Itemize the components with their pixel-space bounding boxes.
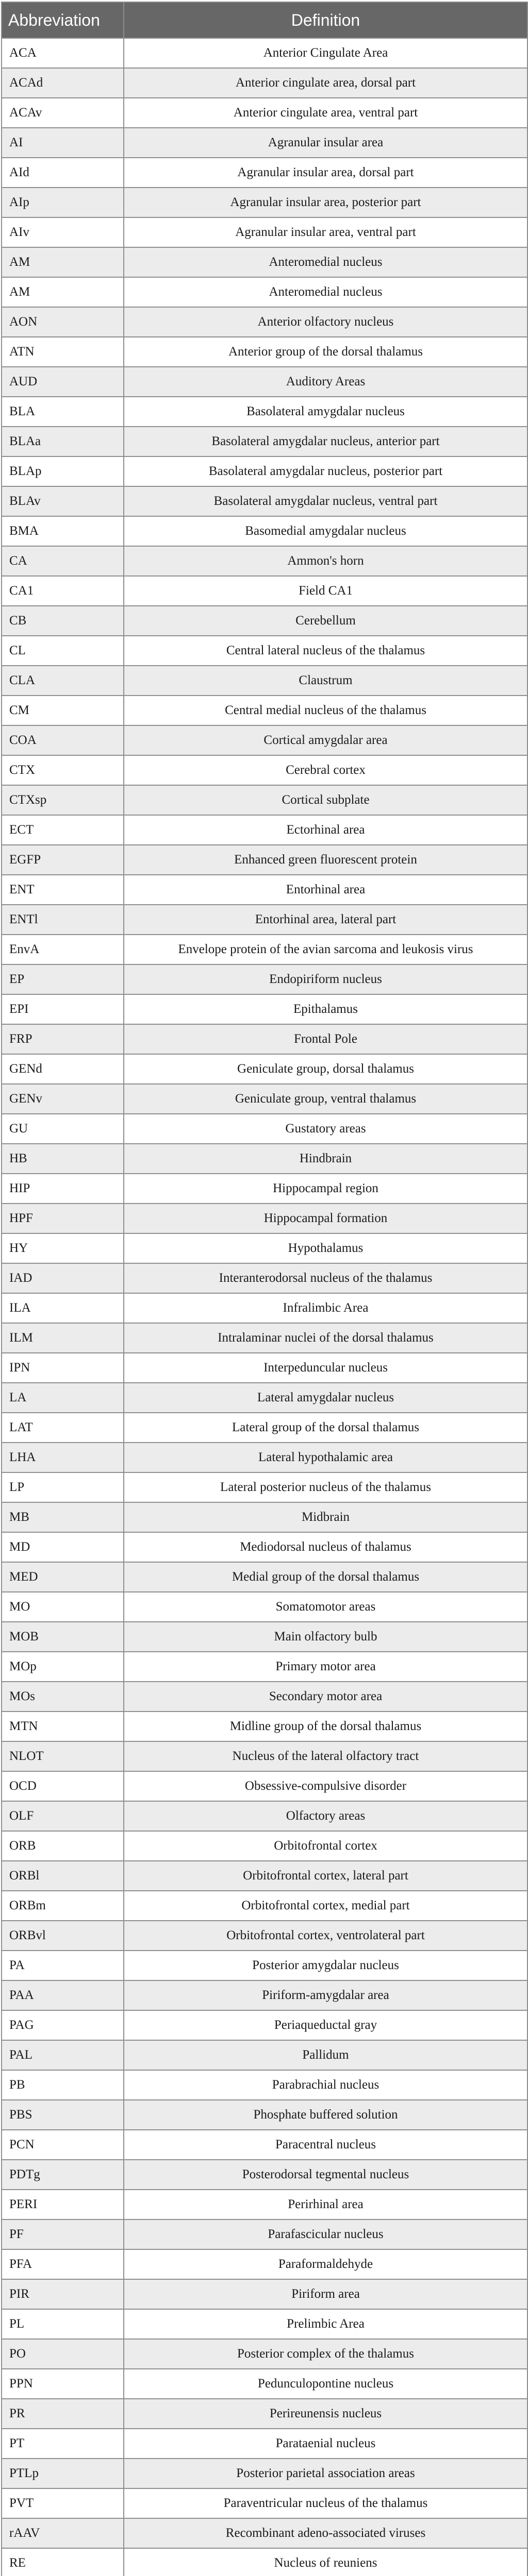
- abbreviation-cell: GENd: [2, 1054, 124, 1084]
- table-row: [2, 337, 527, 367]
- table-row: [2, 2219, 527, 2249]
- table-row: [2, 1951, 527, 1980]
- abbreviation-cell: PB: [2, 2070, 124, 2100]
- definition-cell: Intralaminar nuclei of the dorsal thalamus: [124, 1323, 527, 1353]
- abbreviation-cell: AM: [2, 247, 124, 277]
- table-row: [2, 1891, 527, 1921]
- abbreviation-cell: HY: [2, 1233, 124, 1263]
- table-row: [2, 2190, 527, 2219]
- abbreviation-cell: PCN: [2, 2130, 124, 2160]
- definition-cell: Anterior cingulate area, ventral part: [124, 98, 527, 128]
- table-row: [2, 427, 527, 456]
- table-row: [2, 1323, 527, 1353]
- definition-cell: Nucleus of the lateral olfactory tract: [124, 1741, 527, 1771]
- definition-cell: Parabrachial nucleus: [124, 2070, 527, 2100]
- definition-cell: Mediodorsal nucleus of thalamus: [124, 1532, 527, 1562]
- definition-cell: Entorhinal area, lateral part: [124, 905, 527, 935]
- abbreviation-cell: PPN: [2, 2369, 124, 2399]
- definition-cell: Medial group of the dorsal thalamus: [124, 1562, 527, 1592]
- definition-cell: Epithalamus: [124, 994, 527, 1024]
- table-row: [2, 128, 527, 158]
- table-row: [2, 1771, 527, 1801]
- abbreviation-cell: ILM: [2, 1323, 124, 1353]
- definition-cell: Periaqueductal gray: [124, 2010, 527, 2040]
- abbreviation-cell: PA: [2, 1951, 124, 1980]
- abbreviation-cell: PIR: [2, 2279, 124, 2309]
- abbreviation-cell: PVT: [2, 2488, 124, 2518]
- abbreviation-cell: HB: [2, 1144, 124, 1174]
- definition-cell: Orbitofrontal cortex, ventrolateral part: [124, 1921, 527, 1951]
- abbreviation-cell: RE: [2, 2548, 124, 2576]
- definition-cell: Envelope protein of the avian sarcoma and leukosis virus: [124, 935, 527, 964]
- table-header: [2, 2, 527, 38]
- definition-cell: Piriform-amygdalar area: [124, 1980, 527, 2010]
- definition-cell: Paraformaldehyde: [124, 2249, 527, 2279]
- abbreviation-cell: ORBl: [2, 1861, 124, 1891]
- abbreviation-cell: AM: [2, 277, 124, 307]
- definition-cell: Anteromedial nucleus: [124, 247, 527, 277]
- definition-cell: Perirhinal area: [124, 2190, 527, 2219]
- definition-cell: Anterior olfactory nucleus: [124, 307, 527, 337]
- abbreviation-cell: BLA: [2, 397, 124, 427]
- abbreviation-cell: CA1: [2, 576, 124, 606]
- definition-cell: Parataenial nucleus: [124, 2429, 527, 2459]
- definition-cell: Enhanced green fluorescent protein: [124, 845, 527, 875]
- definition-cell: Frontal Pole: [124, 1024, 527, 1054]
- table-row: [2, 875, 527, 905]
- definition-cell: Midline group of the dorsal thalamus: [124, 1711, 527, 1741]
- table-row: [2, 1174, 527, 1204]
- definition-cell: Paracentral nucleus: [124, 2130, 527, 2160]
- definition-cell: Obsessive-compulsive disorder: [124, 1771, 527, 1801]
- table-row: [2, 2130, 527, 2160]
- definition-cell: Hippocampal region: [124, 1174, 527, 1204]
- table-row: [2, 576, 527, 606]
- table-row: [2, 2429, 527, 2459]
- abbreviation-cell: PF: [2, 2219, 124, 2249]
- header-abbreviation: Abbreviation: [2, 2, 124, 38]
- table-row: [2, 1263, 527, 1293]
- abbreviation-cell: OLF: [2, 1801, 124, 1831]
- table-row: [2, 1861, 527, 1891]
- definition-cell: Lateral amygdalar nucleus: [124, 1383, 527, 1413]
- table-row: [2, 1622, 527, 1652]
- abbreviation-cell: ORBm: [2, 1891, 124, 1921]
- table-row: [2, 2339, 527, 2369]
- abbreviation-cell: LAT: [2, 1413, 124, 1443]
- abbreviation-cell: PERI: [2, 2190, 124, 2219]
- table-row: [2, 636, 527, 666]
- abbreviation-cell: PBS: [2, 2100, 124, 2130]
- table-row: [2, 2040, 527, 2070]
- abbreviation-cell: LA: [2, 1383, 124, 1413]
- definition-cell: Somatomotor areas: [124, 1592, 527, 1622]
- definition-cell: Central lateral nucleus of the thalamus: [124, 636, 527, 666]
- table-row: [2, 1831, 527, 1861]
- definition-cell: Agranular insular area, posterior part: [124, 188, 527, 217]
- definition-cell: Infralimbic Area: [124, 1293, 527, 1323]
- definition-cell: Agranular insular area, dorsal part: [124, 158, 527, 188]
- definition-cell: Nucleus of reuniens: [124, 2548, 527, 2576]
- definition-cell: Ectorhinal area: [124, 815, 527, 845]
- table-row: [2, 1413, 527, 1443]
- definition-cell: Posterior amygdalar nucleus: [124, 1951, 527, 1980]
- table-row: [2, 158, 527, 188]
- definition-cell: Lateral posterior nucleus of the thalamus: [124, 1472, 527, 1502]
- table-row: [2, 1114, 527, 1144]
- abbreviation-cell: MOB: [2, 1622, 124, 1652]
- table-row: [2, 2548, 527, 2576]
- table-row: [2, 845, 527, 875]
- definition-cell: Hindbrain: [124, 1144, 527, 1174]
- table-row: [2, 247, 527, 277]
- table-row: [2, 725, 527, 755]
- table-row: [2, 456, 527, 486]
- table-row: [2, 696, 527, 725]
- definition-cell: Agranular insular area: [124, 128, 527, 158]
- definition-cell: Prelimbic Area: [124, 2309, 527, 2339]
- table-row: [2, 188, 527, 217]
- table-row: [2, 1443, 527, 1472]
- definition-cell: Secondary motor area: [124, 1682, 527, 1711]
- abbreviation-cell: GU: [2, 1114, 124, 1144]
- abbreviation-cell: ORBvl: [2, 1921, 124, 1951]
- abbreviation-cell: AUD: [2, 367, 124, 397]
- definition-cell: Interpeduncular nucleus: [124, 1353, 527, 1383]
- abbreviation-cell: PDTg: [2, 2160, 124, 2190]
- definition-cell: Posterior parietal association areas: [124, 2459, 527, 2488]
- abbreviation-cell: IPN: [2, 1353, 124, 1383]
- abbreviation-cell: PL: [2, 2309, 124, 2339]
- abbreviation-cell: rAAV: [2, 2518, 124, 2548]
- abbreviation-cell: BLAp: [2, 456, 124, 486]
- table-row: [2, 367, 527, 397]
- table-row: [2, 98, 527, 128]
- definition-cell: Hypothalamus: [124, 1233, 527, 1263]
- table-row: [2, 1293, 527, 1323]
- abbreviation-cell: FRP: [2, 1024, 124, 1054]
- abbreviation-cell: LHA: [2, 1443, 124, 1472]
- definition-cell: Lateral group of the dorsal thalamus: [124, 1413, 527, 1443]
- table-row: [2, 397, 527, 427]
- definition-cell: Pedunculopontine nucleus: [124, 2369, 527, 2399]
- abbreviation-cell: CTX: [2, 755, 124, 785]
- table-row: [2, 1024, 527, 1054]
- definition-cell: Anterior group of the dorsal thalamus: [124, 337, 527, 367]
- table-row: [2, 1144, 527, 1174]
- definition-cell: Endopiriform nucleus: [124, 964, 527, 994]
- table-row: [2, 1383, 527, 1413]
- abbreviation-cell: ENT: [2, 875, 124, 905]
- definition-cell: Cerebellum: [124, 606, 527, 636]
- abbreviation-cell: MOs: [2, 1682, 124, 1711]
- table-row: [2, 1980, 527, 2010]
- table-row: [2, 1472, 527, 1502]
- abbreviation-cell: AI: [2, 128, 124, 158]
- table-row: [2, 2369, 527, 2399]
- table-row: [2, 2100, 527, 2130]
- table-row: [2, 486, 527, 516]
- abbreviation-cell: ATN: [2, 337, 124, 367]
- abbreviation-cell: OCD: [2, 1771, 124, 1801]
- abbreviation-cell: PAL: [2, 2040, 124, 2070]
- definition-cell: Basolateral amygdalar nucleus, anterior part: [124, 427, 527, 456]
- table-row: [2, 1084, 527, 1114]
- header-row: [2, 2, 527, 38]
- abbreviation-cell: EP: [2, 964, 124, 994]
- definition-cell: Piriform area: [124, 2279, 527, 2309]
- definition-cell: Basomedial amygdalar nucleus: [124, 516, 527, 546]
- definition-cell: Central medial nucleus of the thalamus: [124, 696, 527, 725]
- table-row: [2, 785, 527, 815]
- abbreviation-cell: PR: [2, 2399, 124, 2429]
- definition-cell: Geniculate group, dorsal thalamus: [124, 1054, 527, 1084]
- definition-cell: Primary motor area: [124, 1652, 527, 1682]
- definition-cell: Recombinant adeno-associated viruses: [124, 2518, 527, 2548]
- abbreviation-cell: IAD: [2, 1263, 124, 1293]
- definition-cell: Orbitofrontal cortex, medial part: [124, 1891, 527, 1921]
- abbreviation-cell: CL: [2, 636, 124, 666]
- abbreviation-cell: MED: [2, 1562, 124, 1592]
- abbreviation-cell: PTLp: [2, 2459, 124, 2488]
- table-row: [2, 2518, 527, 2548]
- table-row: [2, 2070, 527, 2100]
- definition-cell: Olfactory areas: [124, 1801, 527, 1831]
- abbreviation-cell: ECT: [2, 815, 124, 845]
- table-row: [2, 2399, 527, 2429]
- table-row: [2, 1921, 527, 1951]
- abbreviation-cell: ORB: [2, 1831, 124, 1861]
- table-row: [2, 2249, 527, 2279]
- table-row: [2, 38, 527, 68]
- table-row: [2, 2160, 527, 2190]
- abbreviation-cell: EGFP: [2, 845, 124, 875]
- table-row: [2, 1204, 527, 1233]
- abbreviation-cell: EnvA: [2, 935, 124, 964]
- abbreviation-cell: BLAv: [2, 486, 124, 516]
- abbreviation-cell: GENv: [2, 1084, 124, 1114]
- definition-cell: Field CA1: [124, 576, 527, 606]
- abbreviation-cell: BMA: [2, 516, 124, 546]
- table-row: [2, 1562, 527, 1592]
- table-row: [2, 994, 527, 1024]
- table-row: [2, 68, 527, 98]
- definition-cell: Basolateral amygdalar nucleus, ventral part: [124, 486, 527, 516]
- definition-cell: Gustatory areas: [124, 1114, 527, 1144]
- abbreviation-cell: MO: [2, 1592, 124, 1622]
- abbreviation-table: [1, 2, 528, 2576]
- abbreviation-cell: CA: [2, 546, 124, 576]
- abbreviation-cell: CTXsp: [2, 785, 124, 815]
- abbreviation-cell: LP: [2, 1472, 124, 1502]
- definition-cell: Phosphate buffered solution: [124, 2100, 527, 2130]
- abbreviation-cell: CLA: [2, 666, 124, 696]
- table-row: [2, 1592, 527, 1622]
- definition-cell: Anterior Cingulate Area: [124, 38, 527, 68]
- table-row: [2, 1054, 527, 1084]
- abbreviation-cell: PFA: [2, 2249, 124, 2279]
- definition-cell: Main olfactory bulb: [124, 1622, 527, 1652]
- definition-cell: Interanterodorsal nucleus of the thalamus: [124, 1263, 527, 1293]
- abbreviation-cell: COA: [2, 725, 124, 755]
- abbreviation-cell: AON: [2, 307, 124, 337]
- abbreviation-cell: MB: [2, 1502, 124, 1532]
- abbreviation-cell: MOp: [2, 1652, 124, 1682]
- abbreviation-cell: AId: [2, 158, 124, 188]
- definition-cell: Cerebral cortex: [124, 755, 527, 785]
- table-row: [2, 905, 527, 935]
- table-row: [2, 1532, 527, 1562]
- table-row: [2, 2488, 527, 2518]
- table-row: [2, 666, 527, 696]
- table-row: [2, 964, 527, 994]
- table-row: [2, 1502, 527, 1532]
- definition-cell: Pallidum: [124, 2040, 527, 2070]
- table-row: [2, 217, 527, 247]
- abbreviation-cell: BLAa: [2, 427, 124, 456]
- abbreviation-cell: ENTl: [2, 905, 124, 935]
- abbreviation-cell: MD: [2, 1532, 124, 1562]
- definition-cell: Claustrum: [124, 666, 527, 696]
- table-row: [2, 1682, 527, 1711]
- table-row: [2, 546, 527, 576]
- definition-cell: Anterior cingulate area, dorsal part: [124, 68, 527, 98]
- definition-cell: Orbitofrontal cortex: [124, 1831, 527, 1861]
- definition-cell: Auditory Areas: [124, 367, 527, 397]
- table-row: [2, 606, 527, 636]
- definition-cell: Geniculate group, ventral thalamus: [124, 1084, 527, 1114]
- table-row: [2, 935, 527, 964]
- abbreviation-cell: HPF: [2, 1204, 124, 1233]
- table-row: [2, 2309, 527, 2339]
- abbreviation-cell: HIP: [2, 1174, 124, 1204]
- abbreviation-cell: EPI: [2, 994, 124, 1024]
- abbreviation-cell: MTN: [2, 1711, 124, 1741]
- definition-cell: Paraventricular nucleus of the thalamus: [124, 2488, 527, 2518]
- table-row: [2, 307, 527, 337]
- abbreviation-cell: PAA: [2, 1980, 124, 2010]
- definition-cell: Basolateral amygdalar nucleus: [124, 397, 527, 427]
- definition-cell: Parafascicular nucleus: [124, 2219, 527, 2249]
- definition-cell: Midbrain: [124, 1502, 527, 1532]
- table-row: [2, 1233, 527, 1263]
- definition-cell: Agranular insular area, ventral part: [124, 217, 527, 247]
- abbreviation-cell: AIv: [2, 217, 124, 247]
- abbreviation-cell: ILA: [2, 1293, 124, 1323]
- definition-cell: Cortical amygdalar area: [124, 725, 527, 755]
- definition-cell: Orbitofrontal cortex, lateral part: [124, 1861, 527, 1891]
- abbreviation-cell: PO: [2, 2339, 124, 2369]
- table-row: [2, 815, 527, 845]
- table-row: [2, 277, 527, 307]
- definition-cell: Entorhinal area: [124, 875, 527, 905]
- definition-cell: Lateral hypothalamic area: [124, 1443, 527, 1472]
- header-definition: Definition: [124, 2, 527, 38]
- definition-cell: Posterior complex of the thalamus: [124, 2339, 527, 2369]
- abbreviation-cell: ACAd: [2, 68, 124, 98]
- table-row: [2, 2459, 527, 2488]
- definition-cell: Ammon's horn: [124, 546, 527, 576]
- table-row: [2, 1652, 527, 1682]
- definition-cell: Perireunensis nucleus: [124, 2399, 527, 2429]
- table-row: [2, 1741, 527, 1771]
- abbreviation-cell: ACA: [2, 38, 124, 68]
- abbreviation-cell: CM: [2, 696, 124, 725]
- table-row: [2, 1711, 527, 1741]
- definition-cell: Anteromedial nucleus: [124, 277, 527, 307]
- definition-cell: Hippocampal formation: [124, 1204, 527, 1233]
- table-body: [2, 38, 527, 2576]
- abbreviation-cell: CB: [2, 606, 124, 636]
- table-row: [2, 516, 527, 546]
- abbreviation-cell: PT: [2, 2429, 124, 2459]
- definition-cell: Posterodorsal tegmental nucleus: [124, 2160, 527, 2190]
- definition-cell: Cortical subplate: [124, 785, 527, 815]
- table-row: [2, 755, 527, 785]
- abbreviation-cell: ACAv: [2, 98, 124, 128]
- table-row: [2, 1353, 527, 1383]
- definition-cell: Basolateral amygdalar nucleus, posterior part: [124, 456, 527, 486]
- abbreviation-cell: NLOT: [2, 1741, 124, 1771]
- abbreviation-cell: PAG: [2, 2010, 124, 2040]
- table-row: [2, 1801, 527, 1831]
- abbreviation-cell: AIp: [2, 188, 124, 217]
- table-row: [2, 2010, 527, 2040]
- table-row: [2, 2279, 527, 2309]
